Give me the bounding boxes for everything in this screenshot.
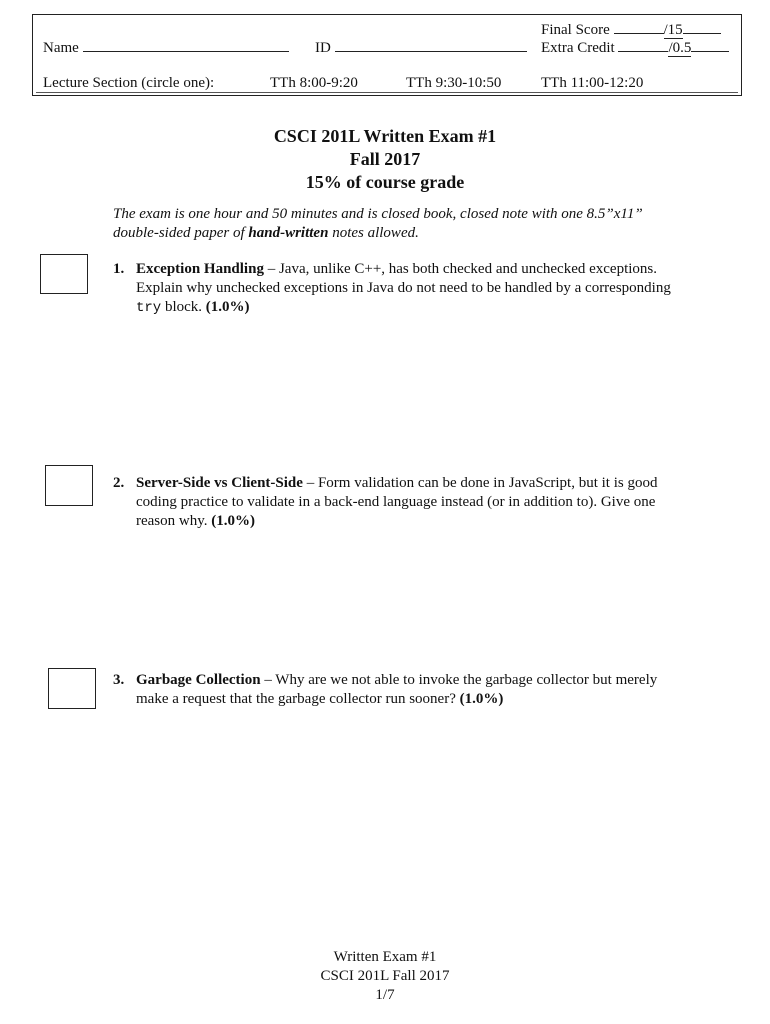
question-3-weight: (1.0%) (459, 691, 504, 707)
page-footer (0, 948, 770, 1005)
section-option-3[interactable]: TTh 11:00-12:20 (541, 75, 644, 91)
footer-exam-name: Written Exam #1 (333, 949, 437, 965)
question-3-text: – Why are we not able to invoke the garbage collector but merely make a request that the garbage collector run sooner? (136, 672, 658, 707)
final-score-label: Final Score (541, 22, 610, 38)
instructions-text-end: notes allowed. (328, 225, 419, 241)
name-label: Name (43, 40, 79, 56)
score-box-q1[interactable] (40, 254, 88, 294)
question-1-text-end: block. (161, 299, 206, 315)
instructions-text: The exam is one hour and 50 minutes and is closed book, closed note with one 8.5”x11” double-sided paper of (113, 206, 643, 241)
question-2-title: Server-Side vs Client-Side (136, 475, 303, 491)
final-score-total: /15 (663, 22, 683, 38)
footer-course: CSCI 201L Fall 2017 (320, 968, 450, 984)
id-field[interactable] (315, 39, 527, 57)
question-2 (113, 474, 673, 531)
title-term: Fall 2017 (349, 149, 421, 169)
question-3 (113, 671, 673, 709)
question-2-weight: (1.0%) (211, 513, 256, 529)
name-field[interactable] (43, 39, 289, 57)
question-1-number: 1. (113, 261, 125, 277)
name-blank[interactable] (83, 39, 289, 52)
page-number: 1/7 (375, 987, 395, 1003)
final-score-field[interactable] (541, 21, 721, 39)
title-course: CSCI 201L Written Exam #1 (273, 126, 497, 146)
final-score-blank[interactable] (614, 21, 664, 34)
question-2-number: 2. (113, 475, 125, 491)
extra-credit-label: Extra Credit (541, 40, 615, 56)
extra-credit-total: /0.5 (668, 40, 692, 56)
id-label: ID (315, 40, 331, 56)
question-3-title: Garbage Collection (136, 672, 261, 688)
question-1-title: Exception Handling (136, 261, 264, 277)
id-blank[interactable] (335, 39, 527, 52)
exam-header-box (32, 14, 742, 96)
question-3-number: 3. (113, 672, 125, 688)
instructions-emphasis: hand-written (248, 225, 329, 241)
final-score-underline (683, 21, 721, 34)
section-option-1[interactable]: TTh 8:00-9:20 (270, 75, 358, 91)
extra-credit-blank[interactable] (618, 39, 668, 52)
extra-credit-field[interactable] (541, 39, 729, 57)
lecture-section-label: Lecture Section (circle one): (43, 75, 215, 91)
score-box-q3[interactable] (48, 668, 96, 709)
title-weight: 15% of course grade (305, 172, 465, 192)
question-1-code: try (136, 300, 162, 316)
question-1-weight: (1.0%) (205, 299, 250, 315)
extra-credit-underline (691, 39, 729, 52)
question-2-text: – Form validation can be done in JavaScript, but it is good coding practice to validate in a back-end language instead (or in addition to). Give one reason why. (136, 475, 658, 529)
score-box-q2[interactable] (45, 465, 93, 506)
exam-title (0, 125, 770, 194)
question-1-text: – Java, unlike C++, has both checked and unchecked exceptions. Explain why unchecked exceptions in Java do not need to be handled by a corresponding (136, 261, 671, 296)
question-1 (113, 260, 673, 318)
section-option-2[interactable]: TTh 9:30-10:50 (406, 75, 502, 91)
exam-instructions (113, 205, 673, 243)
